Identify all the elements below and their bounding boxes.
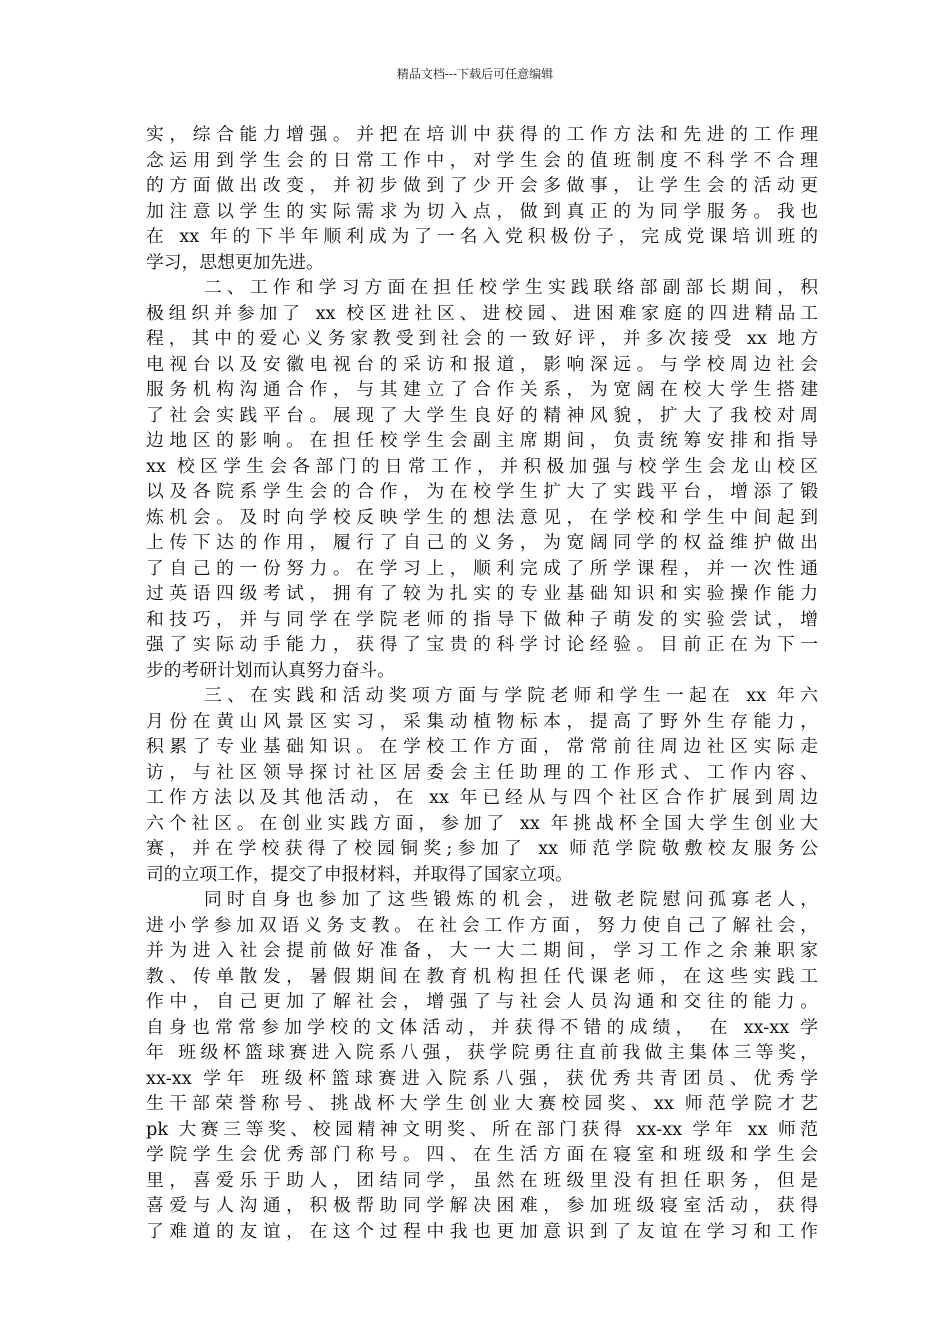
text-line: 过英语四级考试，拥有了较为扎实的专业基础知识和实验操作能力 <box>146 583 818 604</box>
page-header: 精品文档---下载后可任意编辑 <box>396 67 554 81</box>
text-line: 学习，思想更加先进。 <box>146 251 324 273</box>
text-line: 司的立项工作，提交了申报材料，并取得了国家立项。 <box>146 863 573 885</box>
text-line: 生干部荣誉称号、挑战杯大学生创业大赛校园奖、xx 师范学院才艺 <box>146 1093 818 1114</box>
text-line: 炼机会。及时向学校反映学生的想法意见，在学校和学生中间起到 <box>146 506 818 528</box>
text-line: 程，其中的爱心义务家教受到社会的一致好评，并多次接受 xx 地方 <box>146 328 818 349</box>
text-line: 学院学生会优秀部门称号。四、在生活方面在寝室和班级和学生会 <box>146 1144 818 1165</box>
text-line: 喜爱与人沟通，积极帮助同学解决困难，参加班级寝室活动，获得 <box>146 1195 818 1216</box>
text-line: 教、传单散发，暑假期间在教育机构担任代课老师，在这些实践工 <box>146 965 818 987</box>
document-body <box>146 122 818 1244</box>
text-line: 边地区的影响。在担任校学生会副主席期间，负责统筹安排和指导 <box>146 430 818 451</box>
text-line: 了社会实践平台。展现了大学生良好的精神风貌，扩大了我校对周 <box>146 404 818 426</box>
text-line: pk 大赛三等奖、校园精神文明奖、所在部门获得 xx-xx 学年 xx 师范 <box>146 1118 818 1140</box>
text-line: 进小学参加双语义务支教。在社会工作方面，努力使自己了解社会， <box>146 914 818 936</box>
text-line: 了自己的一份努力。在学习上，顺利完成了所学课程，并一次性通 <box>146 557 818 579</box>
text-line: 上传下达的作用，履行了自己的义务，为宽阔同学的权益维护做出 <box>146 532 818 553</box>
text-line: 的方面做出改变，并初步做到了少开会多做事，让学生会的活动更 <box>146 175 818 196</box>
text-line: 月份在黄山风景区实习，采集动植物标本，提高了野外生存能力， <box>146 710 818 732</box>
text-line: 极组织并参加了 xx 校区进社区、进校园、进困难家庭的四进精品工 <box>146 302 818 324</box>
text-line: 电视台以及安徽电视台的采访和报道，影响深远。与学校周边社会 <box>146 353 818 375</box>
text-line: xx 校区学生会各部门的日常工作，并积极加强与校学生会龙山校区 <box>146 455 818 477</box>
text-line: 访，与社区领导探讨社区居委会主任助理的工作形式、工作内容、 <box>146 761 818 783</box>
text-line: 加注意以学生的实际需求为切入点，做到真正的为同学服务。我也 <box>146 200 818 222</box>
paragraph-start-line: 二、工作和学习方面在担任校学生实践联络部副部长期间，积 <box>204 277 818 298</box>
text-line: 实，综合能力增强。并把在培训中获得的工作方法和先进的工作理 <box>146 124 818 145</box>
text-line: 年 班级杯篮球赛进入院系八强，获学院勇往直前我做主集体三等奖， <box>146 1042 818 1063</box>
text-line: 了难道的友谊，在这个过程中我也更加意识到了友谊在学习和工作 <box>146 1220 818 1242</box>
text-line: 作中，自己更加了解社会，增强了与社会人员沟通和交往的能力。 <box>146 991 818 1012</box>
text-line: 以及各院系学生会的合作，为在校学生扩大了实践平台，增添了锻 <box>146 481 818 502</box>
paragraph-start-line: 三、在实践和活动奖项方面与学院老师和学生一起在 xx 年六 <box>204 685 818 706</box>
paragraph-start-line: 同时自身也参加了这些锻炼的机会，进敬老院慰问孤寡老人， <box>204 889 818 910</box>
text-line: 并为进入社会提前做好准备，大一大二期间，学习工作之余兼职家 <box>146 940 818 961</box>
text-line: 里，喜爱乐于助人，团结同学，虽然在班级里没有担任职务，但是 <box>146 1169 818 1191</box>
text-line: 自身也常常参加学校的文体活动，并获得不错的成绩， 在 xx-xx 学 <box>146 1016 818 1038</box>
text-line: 积累了专业基础知识。在学校工作方面，常常前往周边社区实际走 <box>146 736 818 757</box>
text-line: xx-xx 学年 班级杯篮球赛进入院系八强，获优秀共青团员、优秀学 <box>146 1067 818 1089</box>
text-line: 赛，并在学校获得了校园铜奖;参加了 xx 师范学院敬敷校友服务公 <box>146 838 818 859</box>
text-line: 和技巧，并与同学在学院老师的指导下做种子萌发的实验尝试，增 <box>146 608 818 630</box>
text-line: 六个社区。在创业实践方面，参加了 xx 年挑战杯全国大学生创业大 <box>146 812 818 834</box>
text-line: 步的考研计划而认真努力奋斗。 <box>146 659 395 681</box>
text-line: 工作方法以及其他活动，在 xx 年已经从与四个社区合作扩展到周边 <box>146 787 818 808</box>
text-line: 强了实际动手能力，获得了宝贵的科学讨论经验。目前正在为下一 <box>146 634 818 655</box>
text-line: 念运用到学生会的日常工作中，对学生会的值班制度不科学不合理 <box>146 149 818 171</box>
text-line: 在 xx 年的下半年顺利成为了一名入党积极份子，完成党课培训班的 <box>146 226 818 247</box>
text-line: 服务机构沟通合作，与其建立了合作关系，为宽阔在校大学生搭建 <box>146 379 818 400</box>
